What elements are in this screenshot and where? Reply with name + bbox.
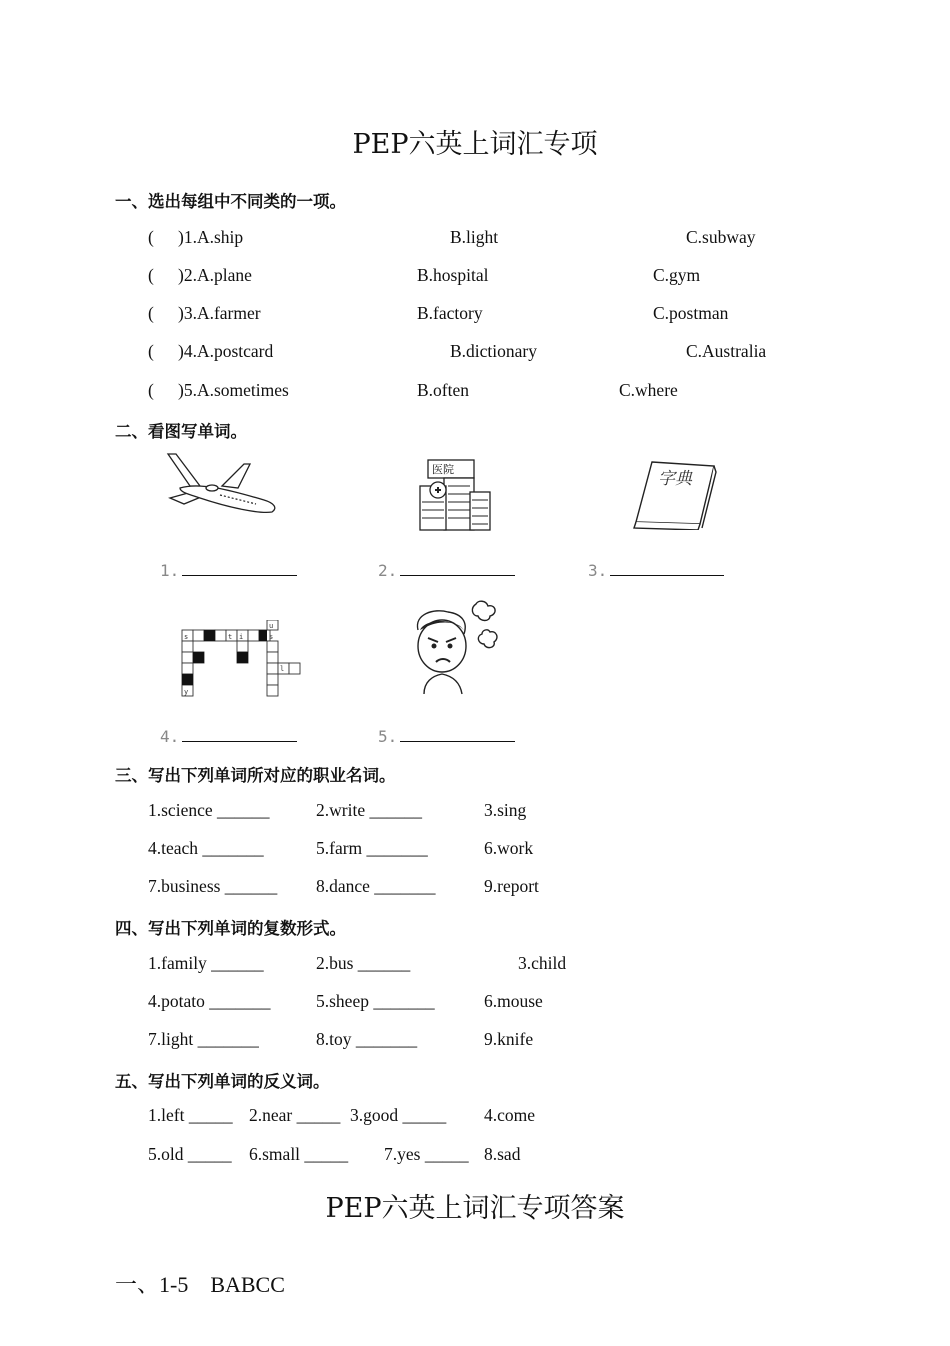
crossword-letter: u — [269, 622, 274, 630]
list-item: 5.sheep _______ — [316, 991, 435, 1011]
option-c: C.subway — [686, 227, 756, 247]
list-item: 6.small _____ — [249, 1144, 349, 1164]
option-b: B.light — [450, 227, 499, 247]
option-c: C.Australia — [686, 341, 767, 361]
crossword-picture — [180, 620, 302, 698]
section-4-heading: 四、写出下列单词的复数形式。 — [115, 919, 346, 938]
dictionary-picture — [630, 458, 720, 530]
crossword-letter: s — [184, 633, 189, 641]
section-1-heading: 一、选出每组中不同类的一项。 — [115, 192, 346, 211]
crossword-letter: s — [269, 633, 274, 641]
list-item: 8.dance _______ — [316, 876, 436, 896]
list-item: 9.report — [484, 876, 539, 896]
answer-blank-line[interactable] — [182, 575, 297, 576]
hospital-sign: 医院 — [432, 463, 454, 476]
option-a: )2.A.plane — [178, 265, 252, 285]
crossword-letter: t — [228, 633, 233, 641]
list-item: 2.bus ______ — [316, 953, 411, 973]
airplane-picture — [160, 450, 282, 522]
answer-title: PEP六英上词汇专项答案 — [325, 1193, 625, 1224]
list-item: 8.toy _______ — [316, 1029, 418, 1049]
answer-blank-line[interactable] — [610, 575, 724, 576]
option-a: )3.A.farmer — [178, 303, 261, 323]
list-item: 1.family ______ — [148, 953, 264, 973]
answer-blank-line[interactable] — [400, 575, 515, 576]
section-3-heading: 三、写出下列单词所对应的职业名词。 — [115, 766, 396, 785]
dictionary-title: 字典 — [658, 469, 692, 489]
answer-paren: ( — [148, 265, 154, 285]
angry-boy-picture — [410, 600, 502, 696]
answer-paren: ( — [148, 227, 154, 247]
list-item: 3.good _____ — [350, 1105, 447, 1125]
list-item: 7.yes _____ — [384, 1144, 469, 1164]
option-c: C.where — [619, 380, 678, 400]
option-a: )1.A.ship — [178, 227, 244, 247]
option-b: B.often — [417, 380, 470, 400]
list-item: 5.old _____ — [148, 1144, 232, 1164]
blank-label: 1. — [160, 561, 180, 580]
list-item: 4.teach _______ — [148, 838, 264, 858]
blank-label: 5. — [378, 727, 398, 746]
list-item: 2.write ______ — [316, 800, 422, 820]
hospital-picture — [414, 456, 494, 534]
option-c: C.gym — [653, 265, 701, 285]
answer-paren: ( — [148, 303, 154, 323]
option-c: C.postman — [653, 303, 729, 323]
option-a: )5.A.sometimes — [178, 380, 289, 400]
list-item: 3.child — [518, 953, 567, 973]
option-b: B.dictionary — [450, 341, 537, 361]
list-item: 6.work — [484, 838, 534, 858]
list-item: 1.science ______ — [148, 800, 270, 820]
list-item: 4.potato _______ — [148, 991, 271, 1011]
list-item: 1.left _____ — [148, 1105, 233, 1125]
answer-blank-line[interactable] — [400, 741, 515, 742]
answer-line: 一、1-5 BABCC — [115, 1272, 285, 1297]
list-item: 7.light _______ — [148, 1029, 259, 1049]
list-item: 7.business ______ — [148, 876, 278, 896]
crossword-letter: l — [280, 665, 285, 673]
answer-paren: ( — [148, 341, 154, 361]
page-title: PEP六英上词汇专项 — [352, 129, 598, 160]
answer-blank-line[interactable] — [182, 741, 297, 742]
list-item: 3.sing — [484, 800, 527, 820]
answer-paren: ( — [148, 380, 154, 400]
crossword-letter: y — [184, 688, 189, 696]
crossword-letter: i — [239, 633, 244, 641]
section-5-heading: 五、写出下列单词的反义词。 — [115, 1072, 330, 1091]
blank-label: 2. — [378, 561, 398, 580]
blank-label: 4. — [160, 727, 180, 746]
section-2-heading: 二、看图写单词。 — [115, 422, 247, 441]
list-item: 8.sad — [484, 1144, 521, 1164]
option-b: B.hospital — [417, 265, 489, 285]
option-b: B.factory — [417, 303, 483, 323]
list-item: 6.mouse — [484, 991, 543, 1011]
list-item: 4.come — [484, 1105, 536, 1125]
blank-label: 3. — [588, 561, 608, 580]
list-item: 5.farm _______ — [316, 838, 428, 858]
list-item: 2.near _____ — [249, 1105, 341, 1125]
list-item: 9.knife — [484, 1029, 534, 1049]
option-a: )4.A.postcard — [178, 341, 274, 361]
